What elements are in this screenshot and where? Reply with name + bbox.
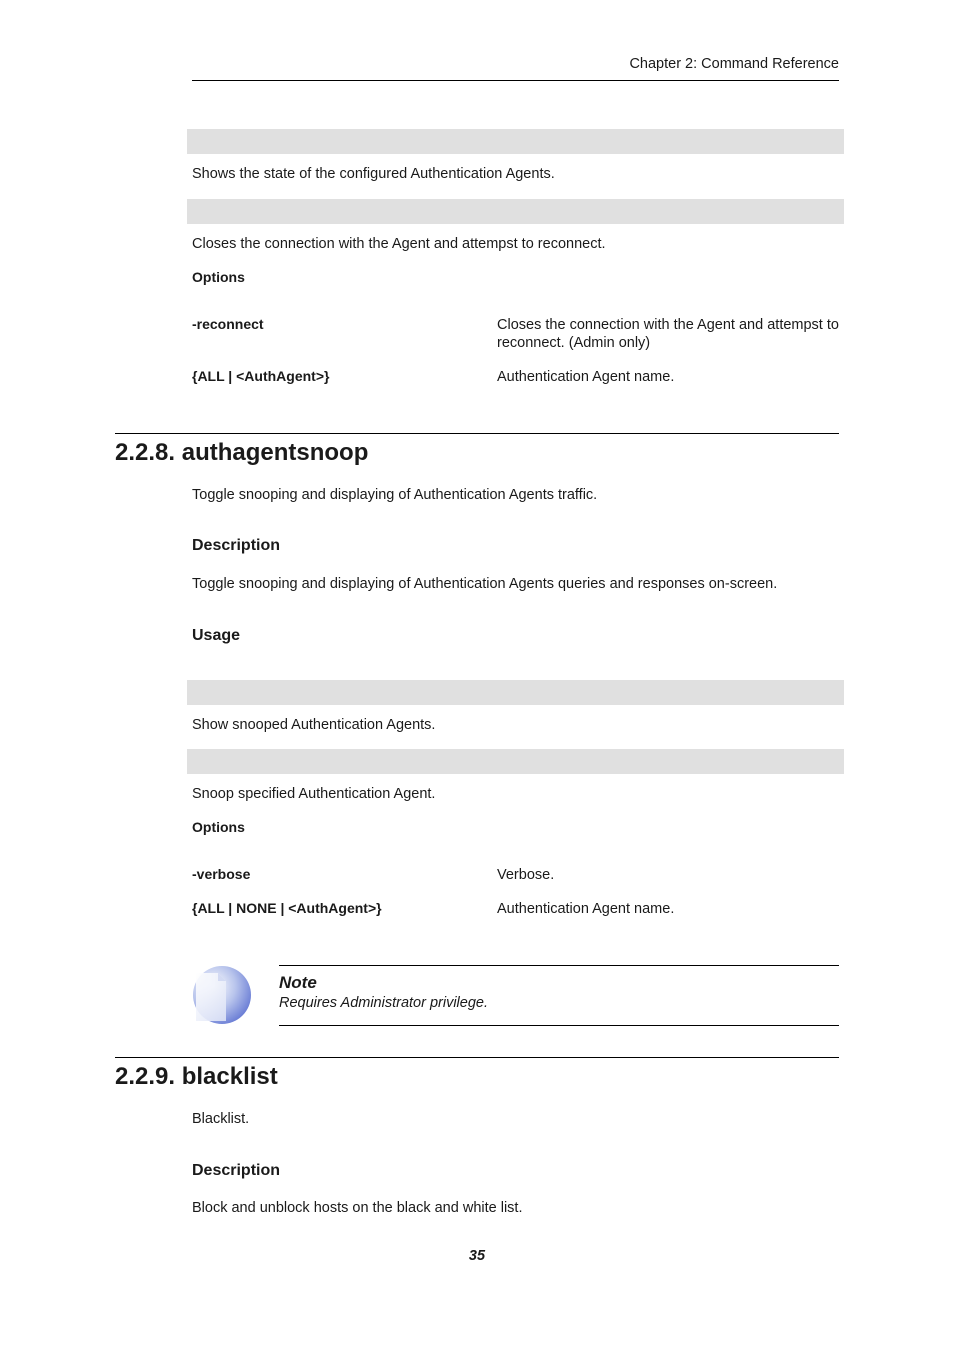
code-block [187, 749, 844, 774]
code-block [187, 680, 844, 705]
page-number: 35 [468, 1248, 486, 1264]
description-heading: Description [192, 537, 281, 554]
options-heading: Options [192, 819, 245, 835]
header-rule [192, 80, 839, 81]
option-description: Authentication Agent name. [497, 901, 675, 917]
options-heading: Options [192, 269, 245, 285]
code-block [187, 129, 844, 154]
option-name: {ALL | <AuthAgent>} [192, 368, 330, 384]
option-name: -verbose [192, 866, 251, 882]
code-block [187, 199, 844, 224]
note-icon [192, 965, 252, 1025]
command-description: Closes the connection with the Agent and attempst to reconnect. [192, 236, 606, 252]
section-title: 2.2.8. authagentsnoop [115, 439, 369, 466]
description-text: Toggle snooping and displaying of Authentication Agents queries and responses on-screen. [192, 576, 778, 592]
section-rule [115, 433, 839, 434]
section-title: 2.2.9. blacklist [115, 1063, 278, 1090]
note-top-rule [279, 965, 839, 966]
section-rule [115, 1057, 839, 1058]
option-name: {ALL | NONE | <AuthAgent>} [192, 900, 382, 916]
note-text: Requires Administrator privilege. [279, 995, 488, 1011]
option-name: -reconnect [192, 316, 264, 332]
option-description: Verbose. [497, 867, 555, 883]
running-header: Chapter 2: Command Reference [629, 56, 839, 72]
usage-description: Show snooped Authentication Agents. [192, 717, 436, 733]
note-bottom-rule [279, 1025, 839, 1026]
section-summary: Blacklist. [192, 1111, 250, 1127]
command-description: Shows the state of the configured Authentication Agents. [192, 166, 555, 182]
option-description: Closes the connection with the Agent and attempst to reconnect. (Admin only) [497, 317, 839, 351]
section-summary: Toggle snooping and displaying of Authentication Agents traffic. [192, 487, 598, 503]
option-description: Authentication Agent name. [497, 369, 675, 385]
usage-heading: Usage [192, 627, 241, 644]
description-heading: Description [192, 1162, 281, 1179]
description-text: Block and unblock hosts on the black and white list. [192, 1200, 523, 1216]
note-title: Note [279, 973, 317, 992]
usage-description: Snoop specified Authentication Agent. [192, 786, 436, 802]
